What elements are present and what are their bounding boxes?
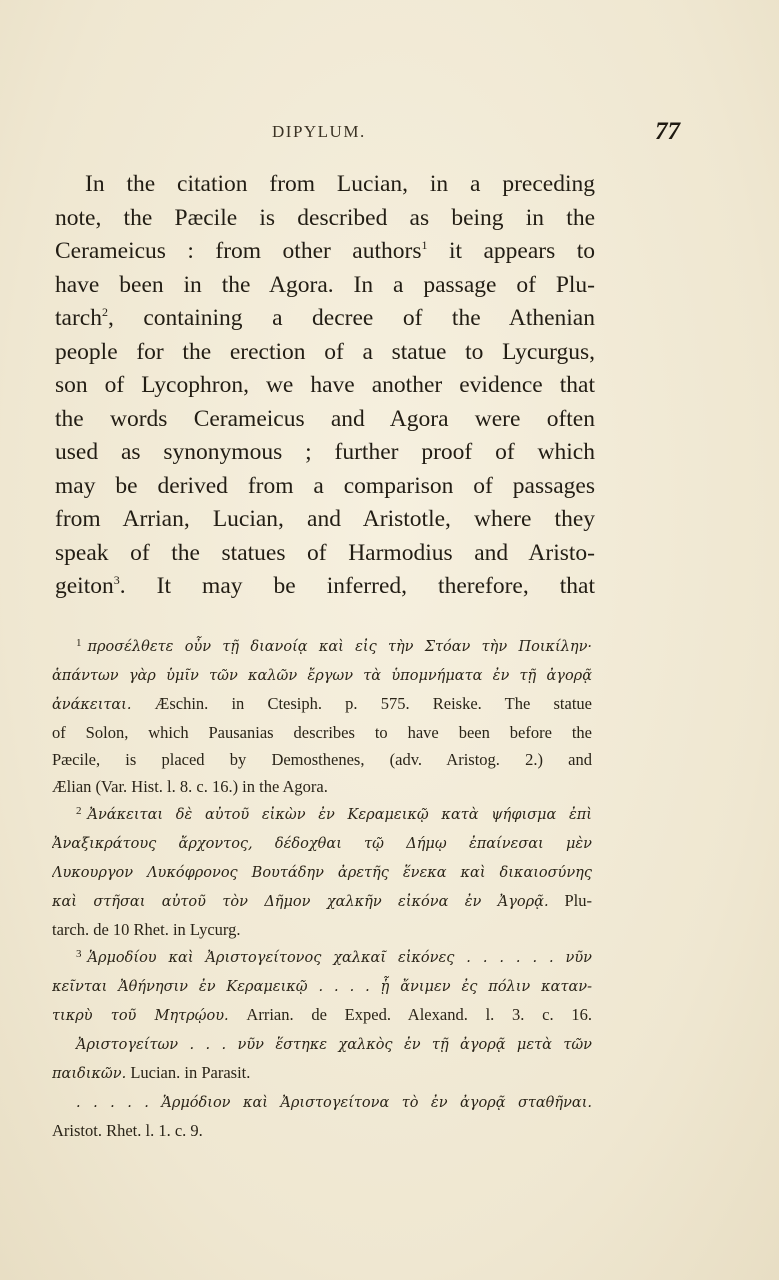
footnote-3-line: τικρὺ τοῦ Μητρῴου. Arrian. de Exped. Alexand. l. 3. c. 16. bbox=[52, 1005, 592, 1024]
paragraph-line: Cerameicus : from other authors$^1$ it appears to bbox=[55, 238, 595, 264]
paragraph-line: the words Cerameicus and Agora were often bbox=[55, 405, 595, 432]
footnote-3-line: παιδικῶν. Lucian. in Parasit. bbox=[52, 1063, 251, 1082]
footnote-3-line: $^3$ Ἁρμοδίου καὶ Ἀριστογείτονος χαλκαῖ εἰκόνες . . . . . . νῦν bbox=[76, 948, 592, 966]
footnote-mark: 2 bbox=[76, 805, 82, 817]
paragraph-line: have been in the Agora. In a passage of Plu- bbox=[55, 271, 595, 298]
footnote-3-line: κεῖνται Ἀθήνησιν ἐν Κεραμεικῷ . . . . ᾗ ἄνιμεν ἐς πόλιν καταν- bbox=[52, 979, 592, 995]
paragraph-line: speak of the statues of Harmodius and Aristo- bbox=[55, 539, 595, 566]
footnote-mark: 3 bbox=[76, 948, 82, 960]
main-paragraph bbox=[55, 168, 595, 604]
footnote-1-line: ἁπάντων γὰρ ὑμῖν τῶν καλῶν ἔργων τὰ ὑπομνήματα ἐν τῇ ἀγορᾷ bbox=[52, 668, 592, 684]
footnote-3-line: Ἀριστογείτων . . . νῦν ἕστηκε χαλκὸς ἐν τῇ ἀγορᾷ μετὰ τῶν bbox=[76, 1037, 592, 1053]
paragraph-line: tarch$^2$, containing a decree of the Athenian bbox=[55, 305, 595, 331]
paragraph-line: may be derived from a comparison of passages bbox=[55, 472, 595, 499]
paragraph-line: son of Lycophron, we have another evidence that bbox=[55, 372, 595, 398]
footnote-2-line: καὶ στῆσαι αὐτοῦ τὸν Δῆμον χαλκῆν εἰκόνα ἐν Ἀγορᾷ. Plu- bbox=[52, 891, 592, 910]
footnote-2-line: Λυκουργον Λυκόφρονος Βουτάδην ἀρετῆς ἕνεκα καὶ δικαιοσύνης bbox=[52, 865, 592, 881]
running-title: DIPYLUM. bbox=[272, 122, 366, 141]
footnote-2-line: Ἀναξικράτους ἄρχοντος, δέδοχθαι τῷ Δήμῳ ἐπαίνεσαι μὲν bbox=[52, 836, 592, 852]
footnote-3-line: . . . . . Ἁρμόδιον καὶ Ἀριστογείτονα τὸ ἐν ἀγορᾷ σταθῆναι. bbox=[76, 1095, 592, 1111]
footnote-1-line: Ælian (Var. Hist. l. 8. c. 16.) in the Agora. bbox=[52, 777, 328, 796]
footnote-1-line: of Solon, which Pausanias describes to have been before the bbox=[52, 723, 592, 742]
paragraph-line: used as synonymous ; further proof of which bbox=[55, 439, 595, 465]
paragraph-line: people for the erection of a statue to Lycurgus, bbox=[55, 338, 595, 365]
footnote-2-line: tarch. de 10 Rhet. in Lycurg. bbox=[52, 920, 241, 939]
paragraph-line: In the citation from Lucian, in a preceding bbox=[85, 171, 595, 197]
footnote-mark: 1 bbox=[76, 637, 82, 649]
footnotes bbox=[52, 632, 592, 1144]
paragraph-line: note, the Pæcile is described as being in the bbox=[55, 204, 595, 231]
footnote-1-line: ἀνάκειται. Æschin. in Ctesiph. p. 575. Reiske. The statue bbox=[52, 694, 592, 713]
page-number: 77 bbox=[655, 118, 680, 145]
footnote-3-line: Aristot. Rhet. l. 1. c. 9. bbox=[52, 1121, 203, 1140]
footnote-1-line: $^1$ προσέλθετε οὖν τῇ διανοίᾳ καὶ εἰς τὴν Στόαν τὴν Ποικίλην· bbox=[76, 637, 592, 655]
footnote-ref[interactable]: 3 bbox=[113, 573, 120, 587]
footnote-2-line: $^2$ Ἀνάκειται δὲ αὐτοῦ εἰκὼν ἐν Κεραμεικῷ κατὰ ψήφισμα ἐπὶ bbox=[76, 805, 592, 823]
footnote-ref[interactable]: 2 bbox=[101, 305, 108, 319]
running-head bbox=[0, 118, 779, 148]
paragraph-line: from Arrian, Lucian, and Aristotle, where they bbox=[55, 506, 595, 532]
footnote-ref[interactable]: 1 bbox=[421, 238, 428, 252]
footnote-1-line: Pæcile, is placed by Demosthenes, (adv. Aristog. 2.) and bbox=[52, 750, 592, 769]
paragraph-line: geiton$^3$. It may be inferred, therefore, that bbox=[55, 573, 595, 599]
